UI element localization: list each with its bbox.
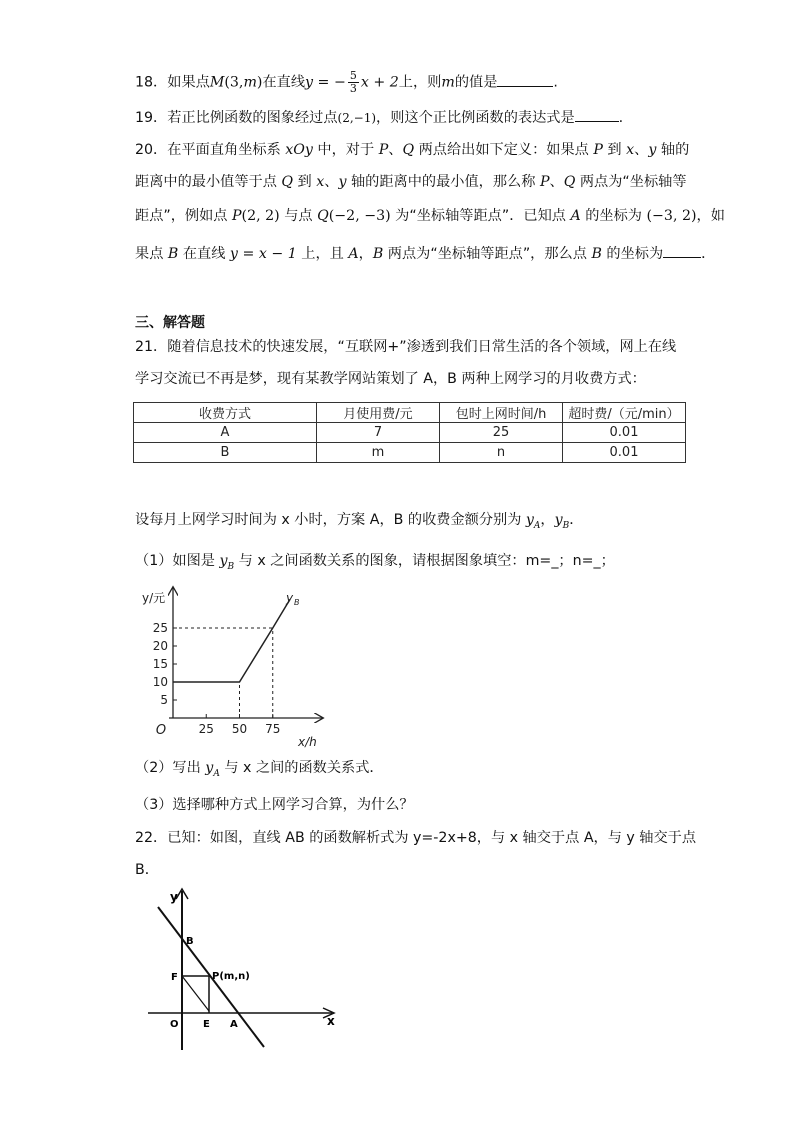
question-20-line-4: 果点 B 在直线 y = x − 1 上，且 A，B 两点为“坐标轴等距点”，那么点 B 的坐标为 ． — [135, 243, 715, 264]
x-axis-label: x/h — [298, 735, 317, 749]
label-y: y — [170, 890, 178, 904]
table-header-cell: 包时上网时间/h — [440, 403, 563, 423]
question-18: 18．如果点M(3,m)在直线y = − $\frac{5}{3}$ x + 2上，则m的值是 . — [135, 69, 558, 95]
question-20-line-1: 20．在平面直角坐标系 xOy 中，对于 P、Q 两点给出如下定义：如果点 P 到 x、y 轴的 — [135, 142, 690, 158]
label-o: O — [170, 1019, 179, 1030]
y-tick-label: 25 — [152, 621, 168, 635]
table-row — [134, 423, 686, 443]
question-21-part-2: （2）写出 $y_A$ 与 x 之间的函数关系式． — [135, 760, 384, 779]
question-21-part-1: （1）如图是 $y_B$ 与 x 之间函数关系的图象，请根据图象填空：m=_；n=_； — [135, 553, 615, 572]
question-22-line-2: B． — [135, 862, 159, 878]
answer-blank[interactable] — [497, 72, 553, 87]
question-20-line-3: 距点”，例如点 P(2, 2) 与点 Q(−2, −3) 为“坐标轴等距点”．已知点 A 的坐标为 (−3, 2)，如 — [135, 208, 725, 224]
label-a: A — [230, 1019, 238, 1030]
table-header-cell: 收费方式 — [134, 403, 317, 423]
answer-blank[interactable] — [575, 107, 619, 122]
table-cell: n — [440, 443, 563, 463]
question-21-part-3: （3）选择哪种方式上网学习合算，为什么？ — [135, 797, 414, 813]
origin-label: O — [155, 723, 167, 738]
answer-blank[interactable] — [663, 243, 701, 258]
segment-fe — [182, 976, 209, 1011]
table-cell: 25 — [440, 423, 563, 443]
fee-table — [133, 402, 686, 463]
x-tick-label: 50 — [231, 722, 248, 736]
question-21-line-2: 学习交流已不再是梦，现有某教学网站策划了 A，B 两种上网学习的月收费方式： — [135, 371, 646, 387]
fraction: $\frac{5}{3}$ — [349, 69, 357, 95]
y-axis-label: y/元 — [142, 591, 166, 605]
label-x: x — [327, 1014, 335, 1028]
table-header-cell: 月使用费/元 — [317, 403, 440, 423]
question-19: 19．若正比例函数的图象经过点(2,−1)，则这个正比例函数的表达式是 . — [135, 107, 623, 128]
y-tick-label: 5 — [160, 693, 168, 707]
table-cell: B — [134, 443, 317, 463]
series-label: y — [286, 591, 294, 605]
table-row — [134, 443, 686, 463]
table-cell: 0.01 — [563, 443, 686, 463]
table-header-cell: 超时费/（元/min） — [563, 403, 686, 423]
y-tick-label: 20 — [152, 639, 168, 653]
question-21-intro: 设每月上网学习时间为 x 小时，方案 A，B 的收费金额分别为 $y_A$，$y_B$． — [135, 512, 584, 531]
table-cell: m — [317, 443, 440, 463]
q22-figure — [140, 885, 345, 1055]
label-e: E — [203, 1019, 210, 1030]
y-tick-label: 10 — [152, 675, 168, 689]
table-header-row — [134, 403, 686, 423]
label-b: B — [186, 936, 194, 947]
x-tick-label: 75 — [265, 722, 281, 736]
section-heading: 三、解答题 — [135, 315, 205, 331]
x-tick-label: 25 — [198, 722, 214, 736]
table-cell: 0.01 — [563, 423, 686, 443]
question-22-line-1: 22．已知：如图，直线 AB 的函数解析式为 y=-2x+8，与 x 轴交于点 A，与 y 轴交于点 — [135, 830, 697, 846]
series-label-sub: B — [294, 598, 300, 607]
question-20-line-2: 距离中的最小值等于点 Q 到 x、y 轴的距离中的最小值，那么称 P、Q 两点为“坐标轴等 — [135, 174, 687, 190]
y-b-function-chart — [130, 580, 340, 750]
table-cell: A — [134, 423, 317, 443]
question-21-line-1: 21．随着信息技术的快速发展，“互联网+”渗透到我们日常生活的各个领域，网上在线 — [135, 339, 677, 355]
label-p: P(m,n) — [212, 971, 250, 982]
label-f: F — [171, 972, 178, 983]
y-tick-label: 15 — [152, 657, 168, 671]
table-cell: 7 — [317, 423, 440, 443]
